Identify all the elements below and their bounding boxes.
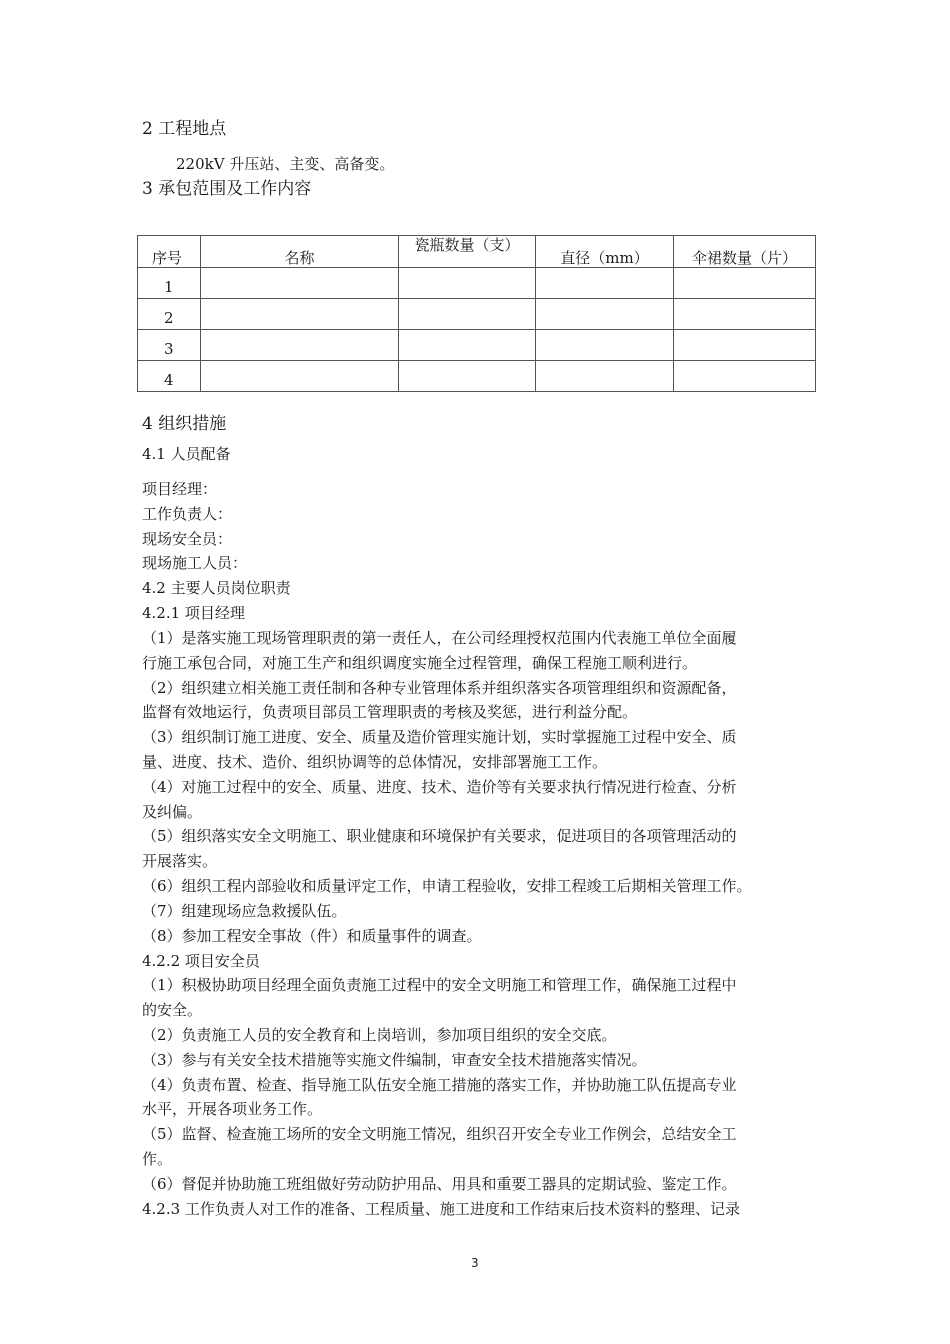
row-cell (536, 361, 674, 392)
heading-s4: 4 组织措施 (142, 414, 227, 434)
body-line: 4.2.1 项目经理 (142, 604, 245, 622)
header-insulator-count: 瓷瓶数量（支） (399, 236, 536, 268)
page-number: 3 (471, 1256, 479, 1270)
row-cell (674, 361, 816, 392)
header-shed-count: 伞裙数量（片） (674, 236, 816, 268)
body-line: 4.2.2 项目安全员 (142, 952, 260, 970)
row-cell (536, 299, 674, 330)
body-line: （5）组织落实安全文明施工、职业健康和环境保护有关要求，促进项目的各项管理活动的 (142, 827, 737, 845)
body-line: 量、进度、技术、造价、组织协调等的总体情况，安排部署施工工作。 (142, 753, 608, 771)
body-line: 项目经理： (142, 480, 218, 498)
body-line: （8）参加工程安全事故（件）和质量事件的调查。 (142, 927, 482, 945)
row-index: 4 (138, 361, 201, 392)
body-line: 现场施工人员： (142, 554, 248, 572)
row-cell (201, 330, 399, 361)
body-line: 及纠偏。 (142, 803, 203, 821)
row-cell (399, 268, 536, 299)
header-index: 序号 (138, 236, 201, 268)
table-row (138, 330, 816, 361)
body-line: （3）参与有关安全技术措施等实施文件编制，审查安全技术措施落实情况。 (142, 1051, 647, 1069)
body-line: （4）对施工过程中的安全、质量、进度、技术、造价等有关要求执行情况进行检查、分析 (142, 778, 737, 796)
body-line: 作。 (142, 1150, 173, 1168)
body-line: 工作负责人： (142, 505, 233, 523)
heading-s2: 2 工程地点 (142, 119, 227, 139)
table-row (138, 268, 816, 299)
body-line: 4.2.3 工作负责人对工作的准备、工程质量、施工进度和工作结束后技术资料的整理、记录 (142, 1200, 740, 1218)
row-cell (674, 299, 816, 330)
body-line: （2）组织建立相关施工责任制和各种专业管理体系并组织落实各项管理组织和资源配备， (142, 679, 737, 697)
body-line: 现场安全员： (142, 530, 233, 548)
header-diameter: 直径（mm） (536, 236, 674, 268)
row-cell (536, 268, 674, 299)
table-row (138, 299, 816, 330)
table-row (138, 361, 816, 392)
table-header-row (138, 236, 816, 268)
row-index: 2 (138, 299, 201, 330)
row-cell (536, 330, 674, 361)
row-cell (399, 299, 536, 330)
body-line: 4.1 人员配备 (142, 445, 231, 463)
row-cell (201, 268, 399, 299)
heading-s3: 3 承包范围及工作内容 (142, 179, 312, 199)
body-line: （5）监督、检查施工场所的安全文明施工情况，组织召开安全专业工作例会，总结安全工 (142, 1125, 737, 1143)
row-cell (674, 330, 816, 361)
body-line: 开展落实。 (142, 852, 218, 870)
body-line: （2）负责施工人员的安全教育和上岗培训，参加项目组织的安全交底。 (142, 1026, 617, 1044)
location-text: 220kV 升压站、主变、高备变。 (176, 155, 395, 173)
body-line: 监督有效地运行，负责项目部员工管理职责的考核及奖惩，进行利益分配。 (142, 703, 638, 721)
row-cell (201, 299, 399, 330)
row-cell (201, 361, 399, 392)
body-line: （1）积极协助项目经理全面负责施工过程中的安全文明施工和管理工作，确保施工过程中 (142, 976, 737, 994)
row-cell (399, 361, 536, 392)
body-line: （1）是落实施工现场管理职责的第一责任人，在公司经理授权范围内代表施工单位全面履 (142, 629, 737, 647)
row-index: 1 (138, 268, 201, 299)
row-cell (399, 330, 536, 361)
row-index: 3 (138, 330, 201, 361)
body-line: （6）督促并协助施工班组做好劳动防护用品、用具和重要工器具的定期试验、鉴定工作。 (142, 1175, 737, 1193)
header-name: 名称 (201, 236, 399, 268)
body-line: （4）负责布置、检查、指导施工队伍安全施工措施的落实工作，并协助施工队伍提高专业 (142, 1076, 737, 1094)
body-line: 行施工承包合同，对施工生产和组织调度实施全过程管理，确保工程施工顺利进行。 (142, 654, 698, 672)
body-line: 的安全。 (142, 1001, 203, 1019)
scope-table (137, 235, 816, 392)
body-line: 水平，开展各项业务工作。 (142, 1100, 323, 1118)
body-line: 4.2 主要人员岗位职责 (142, 579, 291, 597)
body-line: （3）组织制订施工进度、安全、质量及造价管理实施计划，实时掌握施工过程中安全、质 (142, 728, 737, 746)
row-cell (674, 268, 816, 299)
body-line: （6）组织工程内部验收和质量评定工作，申请工程验收，安排工程竣工后期相关管理工作。 (142, 877, 752, 895)
body-line: （7）组建现场应急救援队伍。 (142, 902, 347, 920)
